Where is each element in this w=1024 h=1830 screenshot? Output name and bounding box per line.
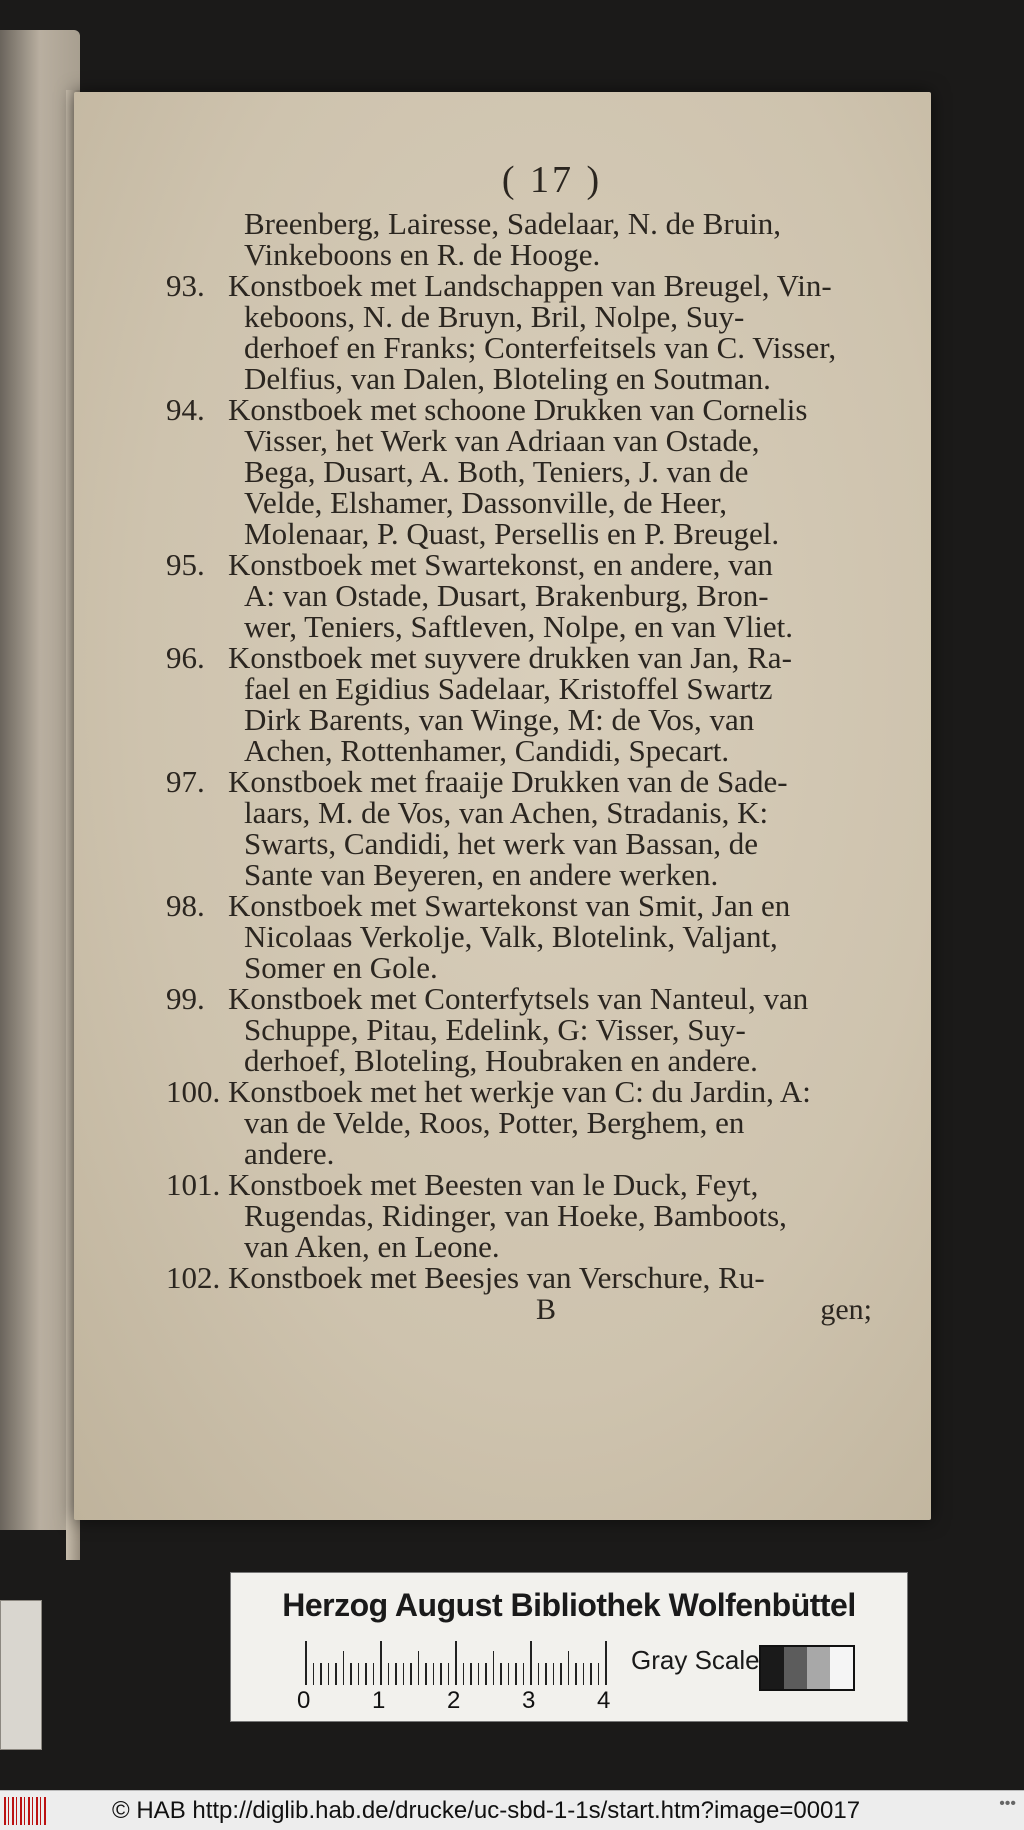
entry-line: fael en Egidius Sadelaar, Kristoffel Swartz [244, 671, 773, 706]
side-label-strip [0, 1600, 42, 1750]
ruler-tick [373, 1663, 375, 1685]
signature-mark: B [536, 1293, 557, 1326]
footer-bar [0, 1790, 1024, 1830]
continuation-line: Breenberg, Lairesse, Sadelaar, N. de Bruin, [244, 206, 782, 241]
ruler-tick [530, 1641, 532, 1685]
entry-line: Konstboek met schoone Drukken van Cornelis [228, 392, 808, 427]
entry-line: Konstboek met Swartekonst, en andere, van [228, 547, 773, 582]
catalogue-entry [166, 547, 872, 644]
entry-line: Bega, Dusart, A. Both, Teniers, J. van de [244, 454, 749, 489]
entry-line: Delfius, van Dalen, Bloteling en Soutman. [244, 361, 771, 396]
color-calibration-bar [230, 1572, 908, 1722]
ruler-tick [493, 1651, 495, 1685]
gray-swatch [784, 1647, 807, 1689]
entry-number: 96. [166, 640, 205, 675]
ruler-tick [538, 1663, 540, 1685]
entry-line: Konstboek met suyvere drukken van Jan, Ra- [228, 640, 792, 675]
book-page [74, 92, 931, 1520]
entry-line: Swarts, Candidi, het werk van Bassan, de [244, 826, 758, 861]
ruler-label: 4 [597, 1687, 611, 1714]
entry-line: Konstboek met Conterfytsels van Nanteul, van [228, 981, 809, 1016]
entry-line: Visser, het Werk van Adriaan van Ostade, [244, 423, 760, 458]
left-page-edge [0, 30, 80, 1530]
ruler-tick [380, 1641, 382, 1685]
ruler-tick [568, 1651, 570, 1685]
ruler-tick [395, 1663, 397, 1685]
ruler-tick [418, 1651, 420, 1685]
gray-swatch [761, 1647, 784, 1689]
barcode-icon [4, 1797, 46, 1825]
more-dots-icon[interactable]: ••• [999, 1795, 1016, 1812]
ruler-tick [358, 1663, 360, 1685]
entry-number: 99. [166, 981, 205, 1016]
catalogue-entry [166, 1167, 872, 1264]
entry-number: 95. [166, 547, 205, 582]
ruler-label: 2 [447, 1687, 461, 1714]
ruler-tick [328, 1663, 330, 1685]
entry-line: Dirk Barents, van Winge, M: de Vos, van [244, 702, 755, 737]
ruler-tick [313, 1663, 315, 1685]
gray-swatch [807, 1647, 830, 1689]
entry-line: van de Velde, Roos, Potter, Berghem, en [244, 1105, 745, 1140]
page-number: ( 17 ) [501, 159, 603, 201]
entry-line: Konstboek met het werkje van C: du Jardin, A: [228, 1074, 811, 1109]
entry-number: 102. [166, 1260, 221, 1295]
entry-line: Konstboek met fraaije Drukken van de Sade- [228, 764, 788, 799]
entry-line: Achen, Rottenhamer, Candidi, Specart. [244, 733, 730, 768]
ruler-tick [463, 1663, 465, 1685]
ruler-tick [515, 1663, 517, 1685]
signature-line [172, 1293, 872, 1329]
entry-number: 97. [166, 764, 205, 799]
catalogue-entry [166, 981, 872, 1078]
entry-number: 93. [166, 268, 205, 303]
entry-line: andere. [244, 1136, 335, 1171]
entry-line: Velde, Elshamer, Dassonville, de Heer, [244, 485, 728, 520]
footer-copyright-link[interactable]: © HAB http://diglib.hab.de/drucke/uc-sbd-1-1s/start.htm?image=00017 [112, 1797, 861, 1824]
entry-line: Molenaar, P. Quast, Persellis en P. Breugel. [244, 516, 780, 551]
continuation-line: Vinkeboons en R. de Hooge. [244, 237, 601, 272]
entry-line: Schuppe, Pitau, Edelink, G: Visser, Suy- [244, 1012, 746, 1047]
ruler-tick [343, 1651, 345, 1685]
entry-line: Somer en Gole. [244, 950, 438, 985]
ruler-tick [305, 1641, 307, 1685]
entry-number: 98. [166, 888, 205, 923]
ruler-tick [545, 1663, 547, 1685]
ruler-tick [410, 1663, 412, 1685]
catalogue-entry [166, 888, 872, 985]
entry-line: Konstboek met Landschappen van Breugel, Vin- [228, 268, 832, 303]
entry-line: derhoef en Franks; Conterfeitsels van C. Visser, [244, 330, 837, 365]
ruler-tick [590, 1663, 592, 1685]
ruler-tick [508, 1663, 510, 1685]
catchword: gen; [820, 1293, 872, 1326]
gray-swatch [830, 1647, 853, 1689]
catalogue-entry [166, 764, 872, 892]
ruler-tick [500, 1663, 502, 1685]
ruler-label: 3 [522, 1687, 536, 1714]
library-title: Herzog August Bibliothek Wolfenbüttel [282, 1587, 856, 1623]
ruler-tick [388, 1663, 390, 1685]
page-text [166, 158, 872, 1329]
ruler-tick [583, 1663, 585, 1685]
ruler-label: 1 [372, 1687, 386, 1714]
entry-line: wer, Teniers, Saftleven, Nolpe, en van Vliet. [244, 609, 793, 644]
ruler-tick [455, 1641, 457, 1685]
entry-line: Nicolaas Verkolje, Valk, Blotelink, Valjant, [244, 919, 778, 954]
ruler-labels [297, 1687, 617, 1717]
ruler-tick [598, 1663, 600, 1685]
catalogue-entry [166, 1074, 872, 1171]
ruler [305, 1639, 611, 1685]
ruler-label: 0 [297, 1687, 311, 1714]
gray-scale-swatches [759, 1645, 855, 1691]
entry-line: keboons, N. de Bruyn, Bril, Nolpe, Suy- [244, 299, 745, 334]
entry-line: Rugendas, Ridinger, van Hoeke, Bamboots, [244, 1198, 787, 1233]
entry-line: derhoef, Bloteling, Houbraken en andere. [244, 1043, 758, 1078]
ruler-tick [448, 1663, 450, 1685]
catalogue-entry [166, 268, 872, 396]
entry-line: Konstboek met Swartekonst van Smit, Jan en [228, 888, 791, 923]
catalogue-entry [166, 392, 872, 551]
ruler-tick [605, 1641, 607, 1685]
ruler-tick [440, 1663, 442, 1685]
ruler-tick [553, 1663, 555, 1685]
ruler-tick [425, 1663, 427, 1685]
ruler-tick [523, 1663, 525, 1685]
entry-number: 100. [166, 1074, 221, 1109]
ruler-tick [335, 1663, 337, 1685]
gray-scale-label: Gray Scale [631, 1645, 760, 1675]
ruler-tick [403, 1663, 405, 1685]
catalogue-entries [166, 268, 872, 1295]
catalogue-entry [166, 640, 872, 768]
ruler-tick [350, 1663, 352, 1685]
ruler-tick [478, 1663, 480, 1685]
entry-line: laars, M. de Vos, van Achen, Stradanis, K: [244, 795, 769, 830]
entry-number: 101. [166, 1167, 221, 1202]
ruler-tick [575, 1663, 577, 1685]
entry-line: Konstboek met Beesten van le Duck, Feyt, [228, 1167, 759, 1202]
entry-line: A: van Ostade, Dusart, Brakenburg, Bron- [244, 578, 769, 613]
entry-line: Sante van Beyeren, en andere werken. [244, 857, 719, 892]
ruler-tick [433, 1663, 435, 1685]
ruler-tick [320, 1663, 322, 1685]
ruler-tick [485, 1663, 487, 1685]
ruler-tick [560, 1663, 562, 1685]
entry-line: van Aken, en Leone. [244, 1229, 500, 1264]
catalogue-entry [166, 1260, 872, 1295]
ruler-tick [365, 1663, 367, 1685]
entry-line: Konstboek met Beesjes van Verschure, Ru- [228, 1260, 765, 1295]
entry-number: 94. [166, 392, 205, 427]
ruler-tick [470, 1663, 472, 1685]
